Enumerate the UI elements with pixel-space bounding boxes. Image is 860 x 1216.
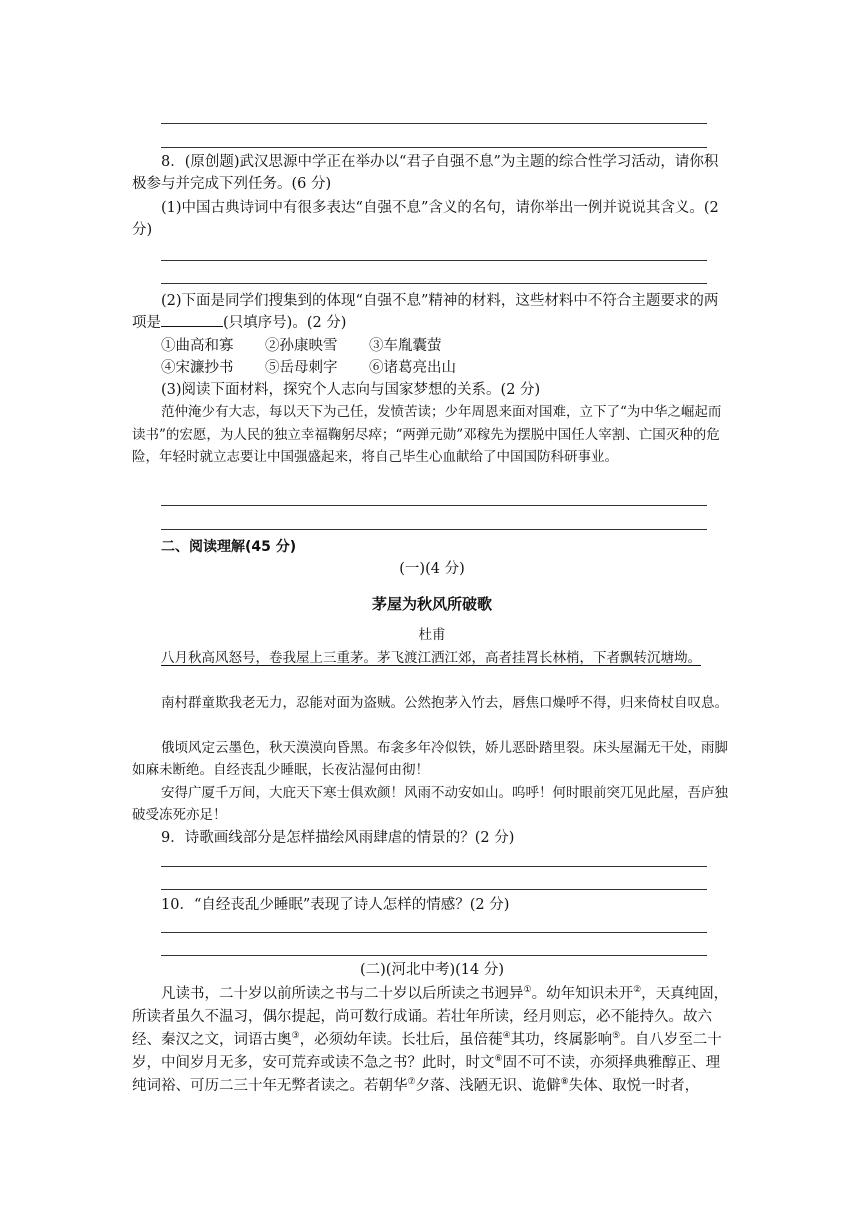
footnote-mark: ⑤ xyxy=(612,1031,621,1042)
answer-line[interactable] xyxy=(161,123,707,124)
question-8-sub3: (3)阅读下面材料，探究个人志向与国家梦想的关系。(2 分) xyxy=(161,382,541,398)
answer-line[interactable] xyxy=(161,889,707,890)
option-item: ③车胤囊萤 xyxy=(369,338,442,354)
part-heading-1: (一)(4 分) xyxy=(399,561,465,577)
part-heading-2: (二)(河北中考)(14 分) xyxy=(359,962,504,978)
question-9: 9．诗歌画线部分是怎样描绘风雨肆虐的情景的？(2 分) xyxy=(161,830,515,846)
prose-text: 夕落、浅陋无识、诡僻 xyxy=(415,1078,561,1094)
material-passage: 范仲淹少有大志，每以天下为己任，发愤苦读；少年周恩来面对国难，立下了“为中华之崛起而读书”的宏愿，为人民的独立幸福鞠躬尽瘁；“两弹元勋”邓稼先为摆脱中国任人宰割、亡国灭种的危险，年轻时就立志要让中国强盛起来，将自己毕生心血献给了中国国防科研事业。 xyxy=(132,404,722,465)
footnote-mark: ⑥ xyxy=(494,1054,503,1065)
poem-underlined-stanza: 八月秋高风怒号，卷我屋上三重茅。茅飞渡江洒江郊，高者挂罥长林梢，下者飘转沉塘坳。 xyxy=(161,650,701,666)
footnote-mark: ① xyxy=(523,985,532,996)
option-item: ⑤岳母刺字 xyxy=(265,360,338,376)
answer-line[interactable] xyxy=(161,260,707,261)
prose-text: 失体、取悦一时者， xyxy=(568,1078,700,1094)
footnote-mark: ⑧ xyxy=(560,1077,569,1088)
options-row-2 xyxy=(161,357,473,379)
footnote-mark: ② xyxy=(633,985,642,996)
prose-text: ，天真纯固，所读者虽久不温习，偶尔提起，尚可数行成诵。若壮年所读，经月则忘，必不能持久。故六经、秦汉之文，词语古奥 xyxy=(132,986,729,1048)
answer-line[interactable] xyxy=(161,283,707,284)
footnote-mark: ③ xyxy=(291,1031,300,1042)
prose-text: 其功，终属影响 xyxy=(510,1032,613,1048)
answer-line[interactable] xyxy=(161,866,707,867)
option-item: ①曲高和寡 xyxy=(161,338,234,354)
section-heading: 二、阅读理解(45 分) xyxy=(161,539,297,555)
poem-stanza-2: 南村群童欺我老无力，忍能对面为盗贼。公然抱茅入竹去，唇焦口燥呼不得，归来倚杖自叹息。 xyxy=(161,695,728,711)
answer-line[interactable] xyxy=(161,529,707,530)
prose-text: 。自八岁至二十岁，中间岁月无多，安可荒弃或读不急之书？此时，时文 xyxy=(132,1032,722,1071)
prose-text: 。幼年知识未开 xyxy=(531,986,634,1002)
footnote-mark: ④ xyxy=(502,1031,511,1042)
prose-text: 固不可不读，亦须择典雅醇正、理纯词裕、可历二三十年无弊者读之。若朝华 xyxy=(132,1055,721,1094)
prose-text: ，必须幼年读。长壮后，虽倍蓰 xyxy=(299,1032,503,1048)
question-8-sub2 xyxy=(132,290,732,334)
question-8-sub2-text: (2)下面是同学们搜集到的体现“自强不息”精神的材料，这些材料中不符合主题要求的两项是 xyxy=(132,293,719,331)
question-10: 10．“自经丧乱少睡眠”表现了诗人怎样的情感？(2 分) xyxy=(161,897,510,913)
prose-passage xyxy=(132,983,732,1098)
prose-text: 凡读书，二十岁以前所读之书与二十岁以后所读之书迥异 xyxy=(161,986,524,1002)
option-item: ②孙康映雪 xyxy=(265,338,338,354)
options-row-1 xyxy=(161,335,473,357)
option-item: ⑥诸葛亮出山 xyxy=(369,360,456,376)
answer-line[interactable] xyxy=(161,932,707,933)
answer-line[interactable] xyxy=(161,955,707,956)
option-item: ④宋濂抄书 xyxy=(161,360,234,376)
poem-author: 杜甫 xyxy=(418,627,446,643)
answer-line[interactable] xyxy=(161,147,707,148)
fill-blank[interactable] xyxy=(161,312,223,327)
footnote-mark: ⑦ xyxy=(407,1077,416,1088)
answer-line[interactable] xyxy=(161,505,707,506)
question-8-sub2-tail: (只填序号)。(2 分) xyxy=(223,315,347,331)
poem-stanza-4: 安得广厦千万间，大庇天下寒士俱欢颜！风雨不动安如山。呜呼！何时眼前突兀见此屋，吾庐独破受冻死亦足！ xyxy=(132,785,728,823)
question-8-sub1: (1)中国古典诗词中有很多表达“自强不息”含义的名句，请你举出一例并说说其含义。(2 分) xyxy=(132,200,719,238)
question-8-title: 8．(原创题)武汉思源中学正在举办以“君子自强不息”为主题的综合性学习活动，请你积极参与并完成下列任务。(6 分) xyxy=(132,154,719,192)
poem-title: 茅屋为秋风所破歌 xyxy=(371,595,492,613)
poem-stanza-3: 俄顷风定云墨色，秋天漠漠向昏黑。布衾多年冷似铁，娇儿恶卧踏里裂。床头屋漏无干处，雨脚如麻未断绝。自经丧乱少睡眠，长夜沾湿何由彻！ xyxy=(132,740,728,778)
